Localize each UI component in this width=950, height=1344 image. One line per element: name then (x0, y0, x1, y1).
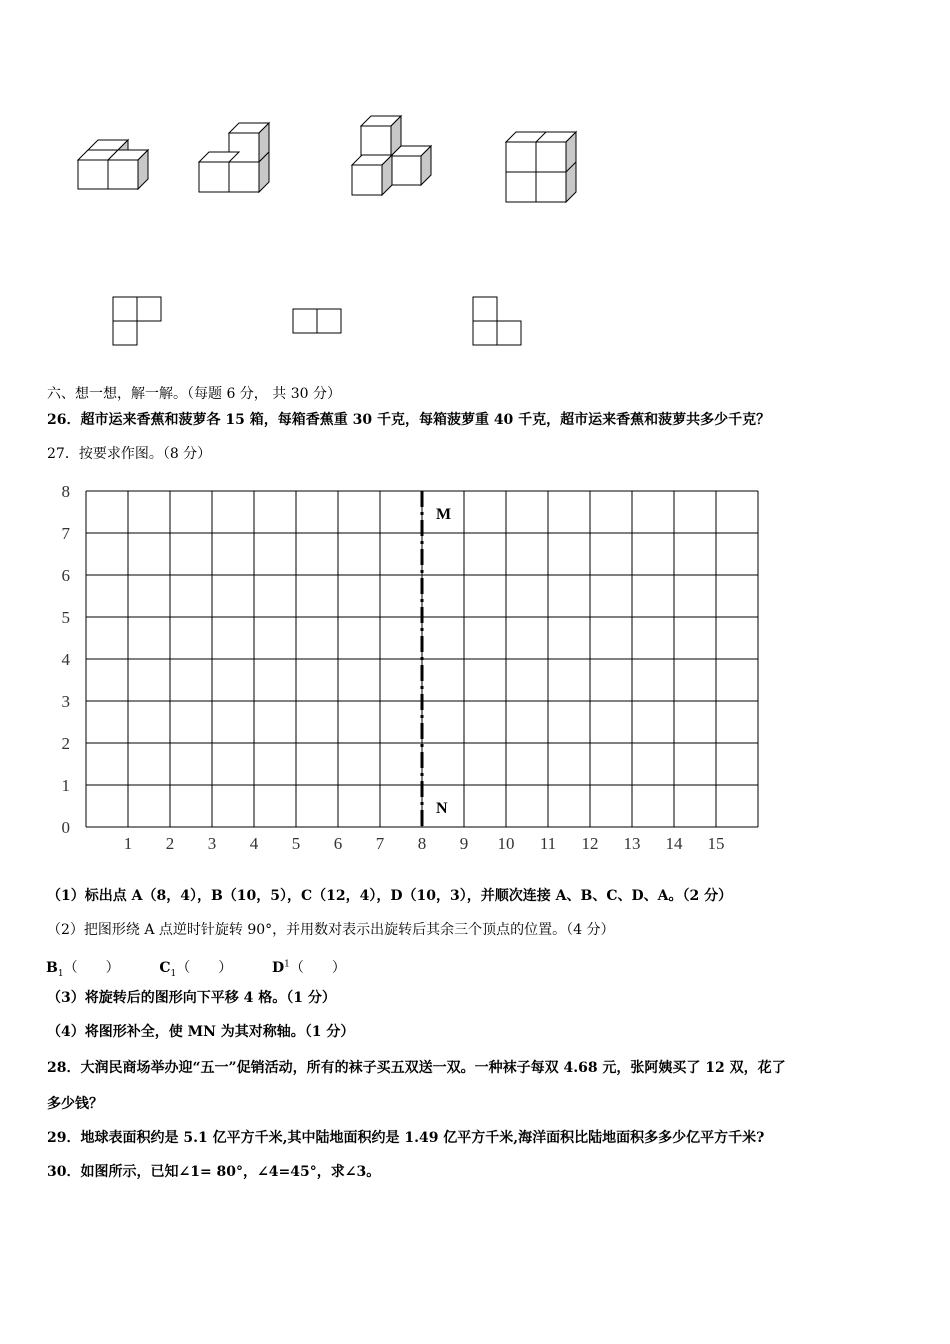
x-tick-label: 1 (123, 834, 133, 853)
question-27-1: （1）标出点 A（8，4），B（10，5），C（12，4），D（10，3），并顺次连接 A、B、C、D、A。（2 分） (47, 888, 733, 904)
coordinate-grid (0, 470, 950, 865)
view-shape-2 (293, 309, 317, 333)
x-tick-label: 15 (707, 834, 725, 853)
x-tick-label: 2 (165, 834, 175, 853)
cube-figure-1 (78, 140, 148, 189)
cube-figure-4 (506, 132, 576, 202)
y-tick-label: 5 (61, 608, 70, 627)
y-tick-label: 7 (61, 524, 70, 543)
y-tick-label: 1 (61, 776, 70, 795)
x-tick-label: 10 (497, 834, 515, 853)
x-tick-label: 8 (417, 834, 427, 853)
axis-label-m: M (436, 506, 452, 523)
question-26: 26．超市运来香蕉和菠萝各 15 箱，每箱香蕉重 30 千克，每箱菠萝重 40 千克，超市运来香蕉和菠萝共多少千克？ (47, 412, 771, 428)
x-tick-label: 6 (333, 834, 343, 853)
y-tick-label: 2 (61, 734, 70, 753)
x-tick-label: 12 (581, 834, 599, 853)
view-shape-3 (473, 297, 497, 321)
x-tick-label: 7 (375, 834, 385, 853)
question-30: 30．如图所示，已知∠1= 80°，∠4=45°，求∠3。 (47, 1164, 381, 1180)
answer-b1: $B_1$（ ） (46, 959, 120, 979)
view-shape-1 (113, 297, 137, 321)
question-27: 27．按要求作图。（8 分） (47, 446, 212, 462)
answer-c1: $C_1$（ ） (159, 959, 233, 979)
answer-d1: $D^1$（ ） (271, 959, 346, 976)
cube-figure-3 (352, 116, 431, 195)
question-27-2: （2）把图形绕 A 点逆时针旋转 90°，并用数对表示出旋转后其余三个顶点的位置。（4 分） (47, 922, 615, 938)
x-tick-label: 9 (459, 834, 469, 853)
section-title: 六、想一想，解一解。（每题 6 分， 共 30 分） (47, 386, 341, 402)
axis-label-n: N (436, 800, 448, 817)
x-tick-label: 5 (291, 834, 301, 853)
y-tick-label: 4 (61, 650, 70, 669)
y-tick-label: 8 (61, 482, 70, 501)
y-tick-label: 0 (61, 818, 70, 837)
cube-figure-2 (199, 123, 269, 192)
x-tick-label: 4 (249, 834, 259, 853)
question-29: 29．地球表面积约是 5.1 亿平方千米,其中陆地面积约是 1.49 亿平方千米,海洋面积比陆地面积多多少亿平方千米? (47, 1130, 765, 1146)
view-shapes (0, 290, 950, 350)
y-tick-label: 3 (61, 692, 70, 711)
question-27-4: （4）将图形补全，使 MN 为其对称轴。（1 分） (47, 1024, 355, 1040)
cube-figures (0, 105, 950, 215)
question-27-3: （3）将旋转后的图形向下平移 4 格。（1 分） (47, 990, 336, 1006)
answer-row (46, 954, 346, 983)
x-tick-label: 14 (665, 834, 683, 853)
x-tick-label: 3 (207, 834, 217, 853)
question-28: 28．大润民商场举办迎“五一”促销活动，所有的袜子买五双送一双。一种袜子每双 4.68 元，张阿姨买了 12 双，花了 (47, 1060, 786, 1076)
x-tick-label: 11 (539, 834, 557, 853)
y-tick-label: 6 (61, 566, 70, 585)
x-tick-label: 13 (623, 834, 641, 853)
question-28-cont: 多少钱？ (47, 1096, 103, 1112)
